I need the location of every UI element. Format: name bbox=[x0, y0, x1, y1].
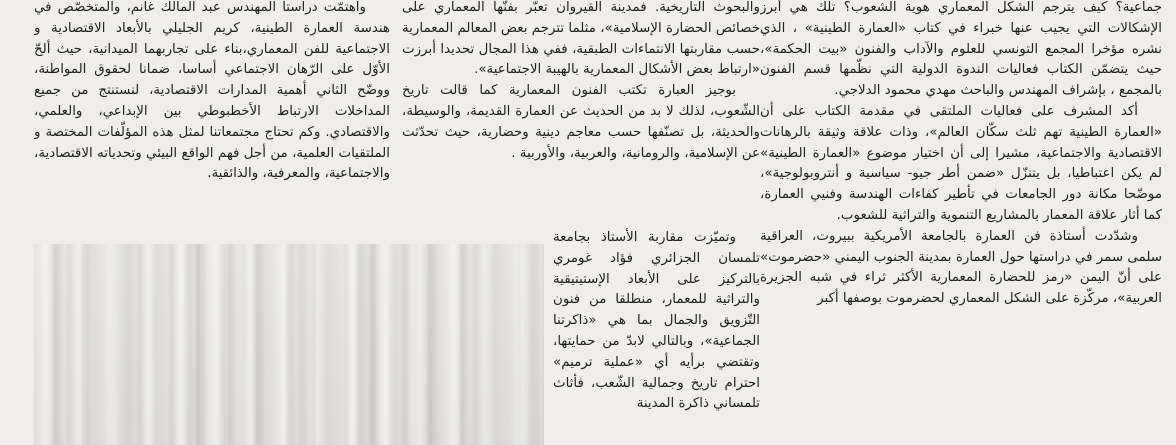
article-column-middle-lower bbox=[553, 228, 760, 445]
article-paragraph: جماعية؟ كيف يترجم الشكل المعماري هوية الشعوب؟ تلك هي أبرز الإشكالات التي يجيب عنها خبراء في كتاب «العمارة الطينية» ، الذي نشره مؤخرا المجمع التونسي للعلوم والآداب والفنون «بيت الحكمة»، حيث يتضمّن الكتاب فعاليات الندوة الدولية التي نظّمها قسم الفنون بالمجمع ، بإشراف المهندس والباحث مهدي محمود الدلاجي. bbox=[760, 0, 1162, 99]
article-paragraph: وتميّزت مقاربة الأستاذ بجامعة تلمسان الجزائري فؤاد غومري بالتركيز على الأبعاد الإستيتيقية والتراثية للمعمار، منطلقا من فنون التّزويق والجمال بما هي «ذاكرتنا الجماعية»، وبالتالي لابدّ من حمايتها، وتقتضي برأيه أي «عملية ترميم» احترام تاريخ وجمالية الشّعب، فأثاث تلمساني ذاكرة المدينة bbox=[553, 230, 760, 412]
article-paragraph: أكد المشرف على فعاليات الملتقى في مقدمة الكتاب على أن «العمارة الطينية تهم ثلث سكّان العالم»، وذات علاقة وثيقة بالرهانات الاقتصادية والاجتماعية، مشيرا إلى أن اختيار موضوع «العمارة الطينية» لم يكن اعتباطيا، بل يتنزّل «ضمن أطر جيو- سياسية و أنتروبولوجية»، موضّحا مكانة دور الجامعات في تأطير كفاءات الهندسة وفنيي العمارة، كما أثار علاقة المعمار بالمشاريع التنموية والتراثية للشعوب. bbox=[760, 103, 1162, 223]
article-column-middle-upper bbox=[402, 0, 760, 238]
article-photo bbox=[34, 244, 544, 445]
article-column-left bbox=[34, 0, 390, 238]
article-paragraph: بوجيز العبارة تكتب الفنون المعمارية كما قالت تاريخ الشّعوب، لذلك لا بد من الحديث عن العمارة القديمة، والوسيطة، والحديثة، بل تصنّفها حسب معاجم دينية وحضارية، حيث تحدّثت عن الإسلامية، والرومانية، والعربية، والأوربية . bbox=[402, 83, 760, 161]
article-paragraph: وشدّدت أستاذة فن العمارة بالجامعة الأمريكية ببيروت، العراقية سلمى سمر في دراستها حول العمارة بمدينة الجنوب اليمني «حضرموت» على أنّ اليمن «رمز للحضارة المعمارية الأكثر ثراء في شبه الجزيرة العربية»، مركّزة على الشكل المعماري لحضرموت بوصفها أكبر bbox=[760, 228, 1162, 307]
article-paragraph: والبحوث التاريخية. فمدينة القيروان تعبّر بفنّها المعماري على خصائص الحضارة الإسلامية»، مثلما تترجم بعض المعالم المعمارية حسب مقاربتها الانتماءات الطبقية، ففي هذا المجال تحديدا أبرزت «ارتباط بعض الأشكال المعمارية بالهيبة الاجتماعية». bbox=[402, 0, 760, 78]
article-column-right bbox=[760, 0, 1162, 445]
article-paragraph: واهتمّت دراستا المهندس عبد المالك غانم، والمتخصّص في هندسة العمارة الطينية، كريم الجليلي بالأبعاد الاقتصادية و الاجتماعية للفن المعماري،بناء على تجاربهما الميدانية، حيث ألحّ الأوّل على الرّهان الاجتماعي أساسا، ضمانا لحقوق المواطنة، ووضّح الثاني أهمية المدارات الاقتصادية، لنستنتج من جميع المداخلات الارتباط الأخطبوطي بين الإبداعي، والعلمي، والاقتصادي. وكم تحتاج مجتمعاتنا لمثل هذه المؤلّفات المختصة و الملتقيات العلمية، من أجل فهم الواقع البيئي وتحدياته الاقتصادية، والاجتماعية، والمعرفية، والذائقية. bbox=[34, 0, 390, 182]
